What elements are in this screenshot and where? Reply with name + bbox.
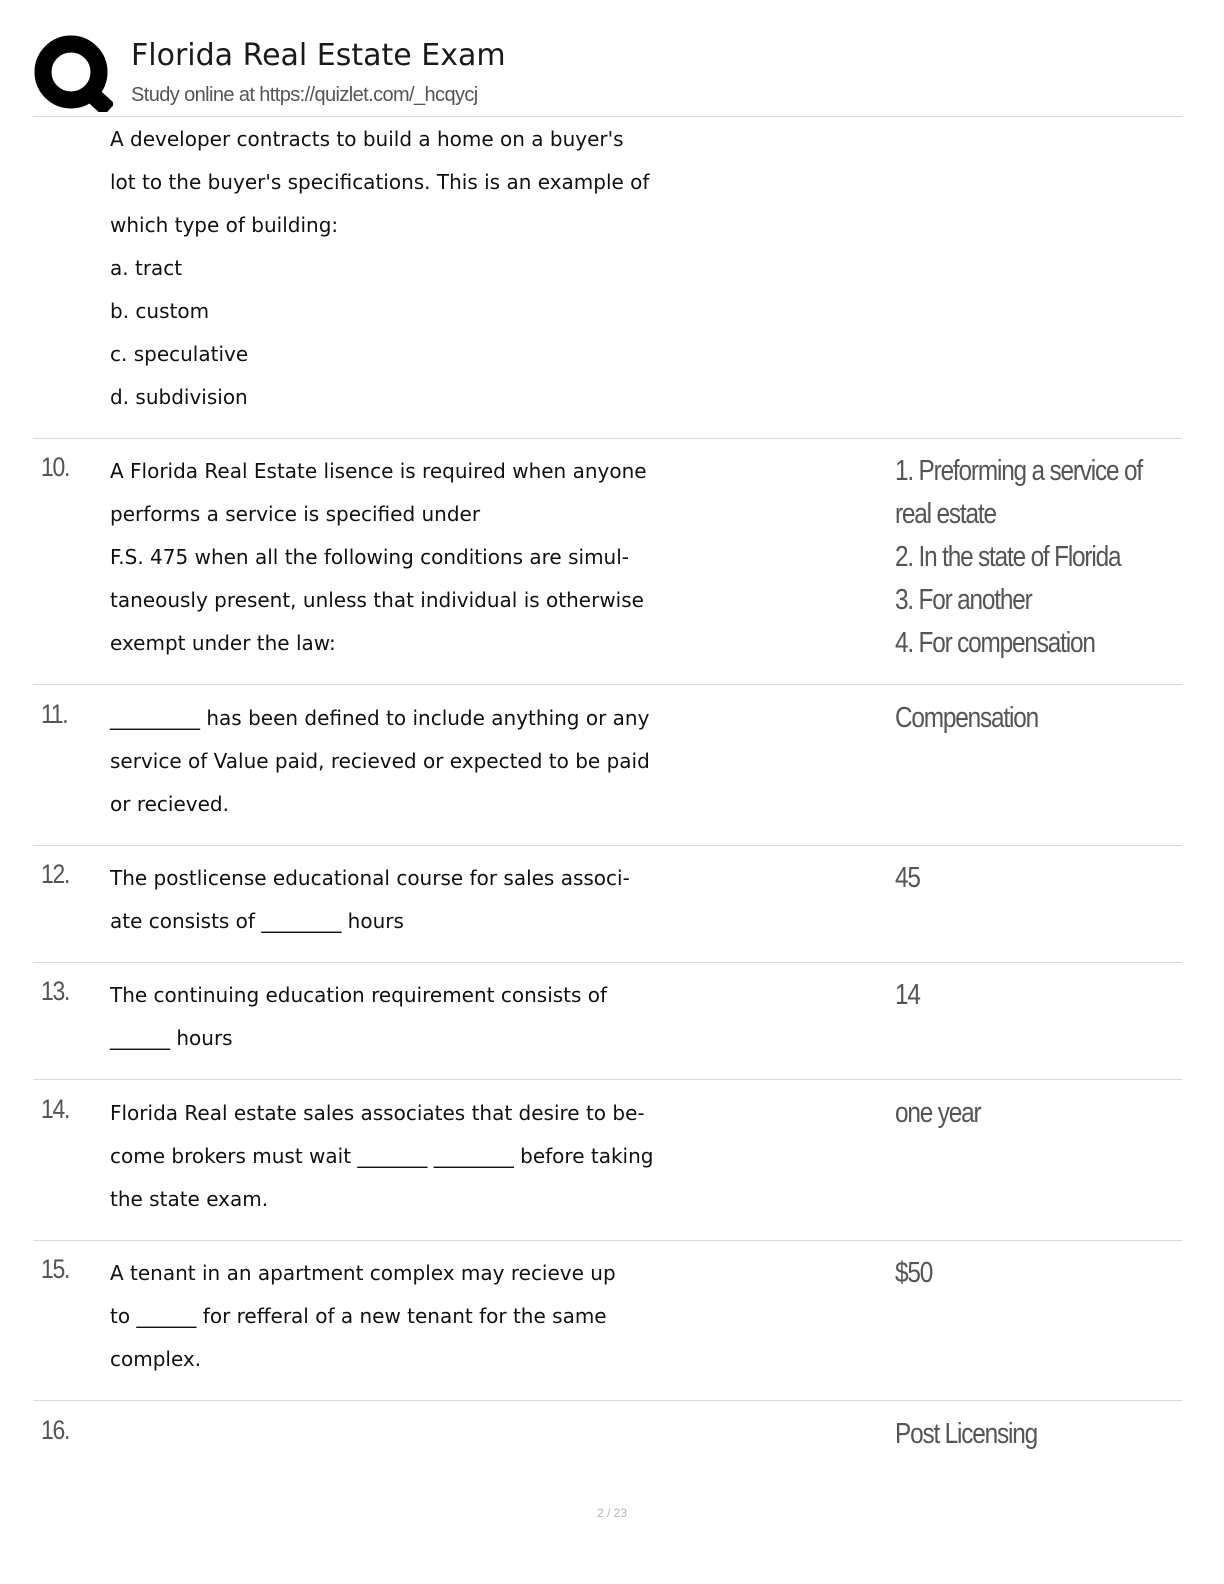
divider <box>33 1400 1182 1401</box>
question-line: A developer contracts to build a home on a buyer's <box>110 127 624 151</box>
card-number: 10. <box>41 452 70 482</box>
question-line: ate consists of ________ hours <box>110 909 404 933</box>
question-text <box>110 118 890 419</box>
divider <box>33 684 1182 685</box>
question-text <box>110 1252 890 1381</box>
page-indicator: 2 / 23 <box>596 1506 628 1520</box>
question-text <box>110 857 890 943</box>
option-b: b. custom <box>110 299 210 323</box>
answer-line: $50 <box>895 1257 933 1289</box>
answer-line: 14 <box>895 979 920 1011</box>
study-online-link[interactable]: Study online at https://quizlet.com/_hcqycj <box>131 84 478 106</box>
card-number: 15. <box>41 1254 70 1284</box>
question-line: or recieved. <box>110 792 229 816</box>
question-line: ______ hours <box>110 1026 233 1050</box>
divider <box>33 438 1182 439</box>
page-header <box>33 32 1183 116</box>
question-line: complex. <box>110 1347 202 1371</box>
card-number: 12. <box>41 859 70 889</box>
card-number: 14. <box>41 1094 70 1124</box>
question-text <box>110 450 890 665</box>
card-number: 11. <box>41 699 68 729</box>
question-line: the state exam. <box>110 1187 269 1211</box>
question-line: A tenant in an apartment complex may recieve up <box>110 1261 616 1285</box>
set-title: Florida Real Estate Exam <box>131 38 506 73</box>
answer-line: real estate <box>895 498 996 530</box>
divider <box>33 116 1182 117</box>
question-line: _________ has been defined to include anything or any <box>110 706 650 730</box>
question-line: taneously present, unless that individual is otherwise <box>110 588 644 612</box>
question-line: F.S. 475 when all the following conditions are simul- <box>110 545 629 569</box>
question-line: lot to the buyer's specifications. This is an example of <box>110 170 650 194</box>
question-line: which type of building: <box>110 213 339 237</box>
divider <box>33 962 1182 963</box>
answer-text <box>895 974 1180 1017</box>
question-line: A Florida Real Estate lisence is required when anyone <box>110 459 647 483</box>
answer-line: Post Licensing <box>895 1418 1037 1450</box>
answer-text <box>895 1092 1180 1135</box>
answer-text <box>895 857 1180 900</box>
answer-line: 4. For compensation <box>895 627 1095 659</box>
question-line: Florida Real estate sales associates that desire to be- <box>110 1101 645 1125</box>
divider <box>33 845 1182 846</box>
quizlet-logo-icon <box>33 32 113 112</box>
question-line: The continuing education requirement consists of <box>110 983 608 1007</box>
answer-line: one year <box>895 1097 981 1129</box>
answer-text <box>895 697 1180 740</box>
answer-line: 2. In the state of Florida <box>895 541 1121 573</box>
answer-line: 1. Preforming a service of <box>895 455 1142 487</box>
question-line: come brokers must wait _______ ________ before taking <box>110 1144 654 1168</box>
option-a: a. tract <box>110 256 183 280</box>
question-text <box>110 974 890 1060</box>
question-text <box>110 697 890 826</box>
question-line: The postlicense educational course for sales associ- <box>110 866 630 890</box>
question-line: exempt under the law: <box>110 631 336 655</box>
answer-line: Compensation <box>895 702 1038 734</box>
question-line: to ______ for refferal of a new tenant for the same <box>110 1304 607 1328</box>
divider <box>33 1240 1182 1241</box>
answer-text <box>895 450 1180 665</box>
divider <box>33 1079 1182 1080</box>
card-number: 13. <box>41 976 70 1006</box>
answer-line: 45 <box>895 862 920 894</box>
question-line: performs a service is specified under <box>110 502 481 526</box>
option-c: c. speculative <box>110 342 249 366</box>
answer-line: 3. For another <box>895 584 1032 616</box>
card-number: 16. <box>41 1415 70 1445</box>
question-text <box>110 1092 890 1221</box>
answer-text <box>895 1252 1180 1295</box>
answer-text <box>895 1413 1180 1456</box>
option-d: d. subdivision <box>110 385 248 409</box>
question-line: service of Value paid, recieved or expected to be paid <box>110 749 650 773</box>
